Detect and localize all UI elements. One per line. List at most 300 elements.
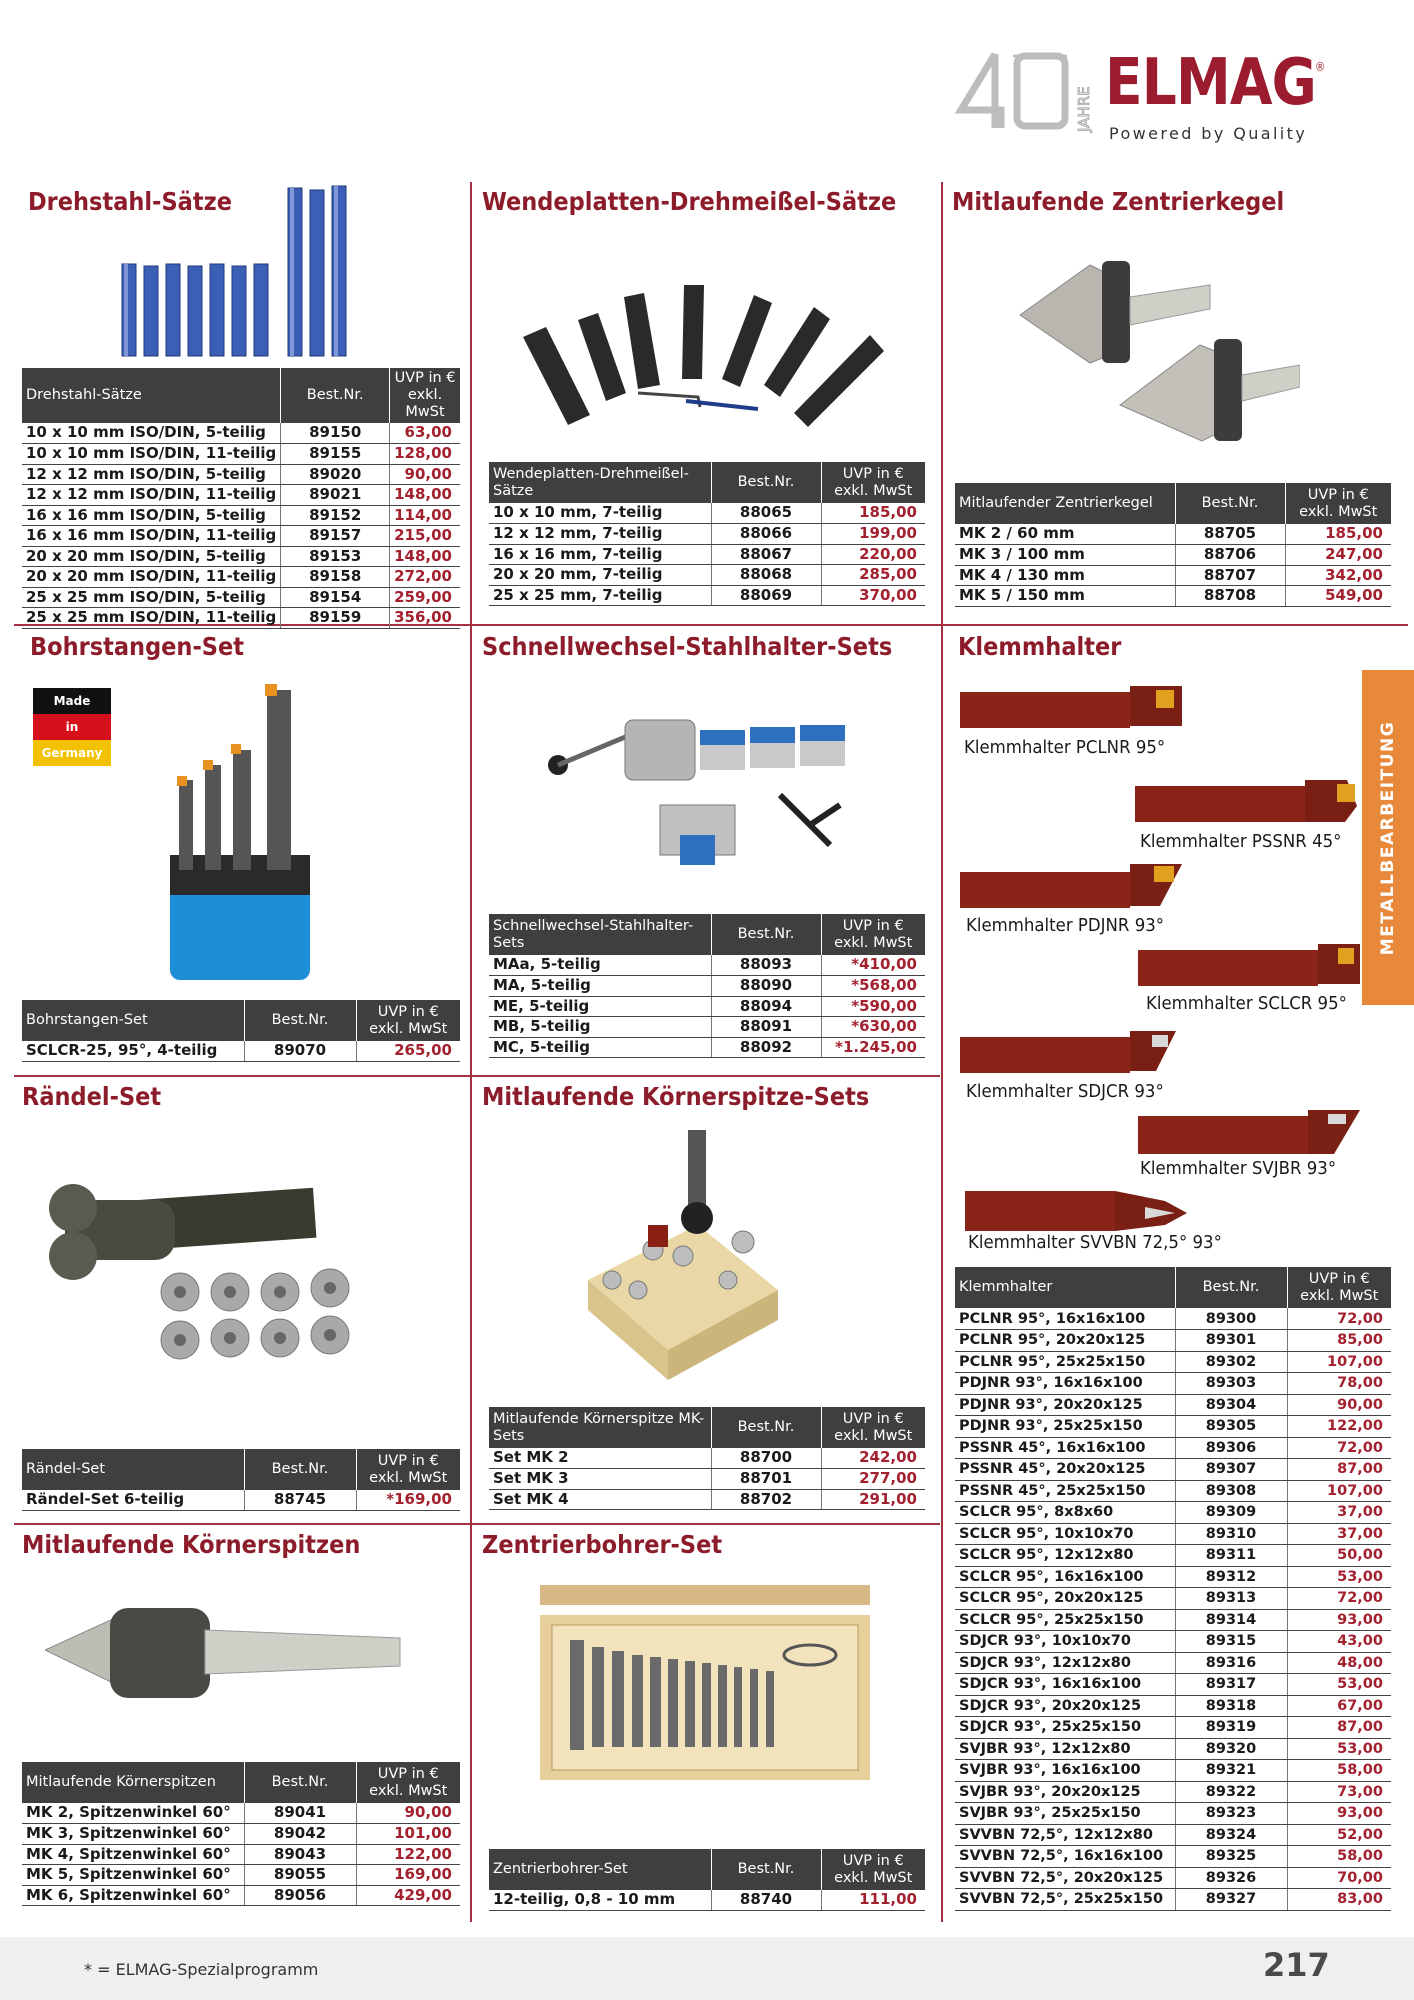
- cell-ordernr: 88706: [1175, 545, 1285, 566]
- cell-product: MC, 5-teilig: [489, 1037, 711, 1058]
- col-header-price: UVP in € exkl. MwSt: [356, 1762, 460, 1803]
- cell-product: SCLCR 95°, 8x8x60: [955, 1502, 1175, 1524]
- cell-ordernr: 88069: [711, 585, 821, 606]
- badge-line-made: Made: [33, 688, 111, 714]
- table-row: [22, 505, 460, 526]
- table-row: [489, 1469, 925, 1490]
- klemmhalter-pclnr-image: [960, 680, 1185, 732]
- table-row: [489, 1489, 925, 1510]
- table-row: [955, 1416, 1391, 1438]
- schnellwechsel-image: [540, 715, 860, 890]
- cell-ordernr: 89317: [1175, 1674, 1287, 1696]
- cell-price: 67,00: [1287, 1695, 1391, 1717]
- cell-product: SVVBN 72,5°, 20x20x125: [955, 1867, 1175, 1889]
- table-row: [955, 1717, 1391, 1739]
- col-header-product: Wendeplatten-Drehmeißel-Sätze: [489, 462, 711, 503]
- cell-product: 20 x 20 mm ISO/DIN, 11-teilig: [22, 567, 281, 588]
- cell-product: 10 x 10 mm ISO/DIN, 5-teilig: [22, 423, 281, 444]
- cell-ordernr: 88700: [711, 1448, 821, 1469]
- cell-price: 185,00: [821, 503, 925, 524]
- col-header-price: UVP in € exkl. MwSt: [821, 462, 925, 503]
- section-title-zentrierkegel: Mitlaufende Zentrierkegel: [952, 187, 1285, 216]
- cell-ordernr: 89021: [281, 485, 390, 506]
- klemmhalter-pssnr-image: [1135, 776, 1360, 828]
- klemmhalter-label-pssnr: Klemmhalter PSSNR 45°: [1140, 831, 1342, 852]
- cell-price: 52,00: [1287, 1824, 1391, 1846]
- cell-product: 20 x 20 mm, 7-teilig: [489, 565, 711, 586]
- table-row: [489, 524, 925, 545]
- cell-ordernr: 89304: [1175, 1394, 1287, 1416]
- col-header-ordernr: Best.Nr.: [711, 1407, 821, 1448]
- cell-product: Rändel-Set 6-teilig: [22, 1490, 244, 1511]
- cell-product: SVJBR 93°, 20x20x125: [955, 1781, 1175, 1803]
- cell-product: 10 x 10 mm, 7-teilig: [489, 503, 711, 524]
- cell-price: 101,00: [356, 1824, 460, 1845]
- col-header-product: Mitlaufender Zentrierkegel: [955, 483, 1175, 524]
- zentrierbohrer-price-table: [489, 1849, 925, 1911]
- cell-product: SVVBN 72,5°, 25x25x150: [955, 1889, 1175, 1911]
- cell-ordernr: 89300: [1175, 1308, 1287, 1330]
- cell-price: 122,00: [356, 1844, 460, 1865]
- cell-ordernr: 89320: [1175, 1738, 1287, 1760]
- cell-product: SVJBR 93°, 16x16x100: [955, 1760, 1175, 1782]
- cell-ordernr: 89312: [1175, 1566, 1287, 1588]
- klemmhalter-svvbn-image: [965, 1185, 1190, 1237]
- table-row: [955, 1695, 1391, 1717]
- klemmhalter-pdjnr-image: [960, 860, 1185, 912]
- cell-price: 111,00: [821, 1890, 925, 1911]
- cell-product: PCLNR 95°, 25x25x150: [955, 1351, 1175, 1373]
- cell-product: SDJCR 93°, 10x10x70: [955, 1631, 1175, 1653]
- table-row: [955, 1889, 1391, 1911]
- table-row: [955, 1781, 1391, 1803]
- zentrierkegel-price-table: [955, 483, 1391, 607]
- table-row: [955, 1588, 1391, 1610]
- col-header-product: Schnellwechsel-Stahlhalter-Sets: [489, 914, 711, 955]
- cell-ordernr: 89319: [1175, 1717, 1287, 1739]
- table-row: [489, 565, 925, 586]
- cell-product: PDJNR 93°, 20x20x125: [955, 1394, 1175, 1416]
- cell-product: 25 x 25 mm, 7-teilig: [489, 585, 711, 606]
- col-header-price: UVP in € exkl. MwSt: [821, 1407, 925, 1448]
- cell-price: 128,00: [390, 444, 460, 465]
- cell-ordernr: 89315: [1175, 1631, 1287, 1653]
- table-row: [955, 1566, 1391, 1588]
- cell-price: 90,00: [390, 464, 460, 485]
- cell-ordernr: 89301: [1175, 1330, 1287, 1352]
- drehstahl-price-table: [22, 368, 460, 629]
- wendeplatten-price-table: [489, 462, 925, 606]
- cell-product: MK 5, Spitzenwinkel 60°: [22, 1865, 244, 1886]
- cell-product: SCLCR-25, 95°, 4-teilig: [22, 1041, 244, 1062]
- cell-price: 87,00: [1287, 1459, 1391, 1481]
- col-header-price: UVP in € exkl. MwSt: [1287, 1267, 1391, 1308]
- column-divider-1: [470, 182, 472, 1922]
- cell-ordernr: 88702: [711, 1489, 821, 1510]
- cell-price: 78,00: [1287, 1373, 1391, 1395]
- cell-ordernr: 89157: [281, 526, 390, 547]
- cell-product: MK 4, Spitzenwinkel 60°: [22, 1844, 244, 1865]
- cell-product: PCLNR 95°, 20x20x125: [955, 1330, 1175, 1352]
- table-row: [489, 1448, 925, 1469]
- table-row: [955, 1545, 1391, 1567]
- koernerspitze-sets-image: [588, 1130, 778, 1385]
- cell-product: PDJNR 93°, 16x16x100: [955, 1373, 1175, 1395]
- column-divider-2: [941, 182, 943, 1922]
- cell-product: SVVBN 72,5°, 16x16x100: [955, 1846, 1175, 1868]
- cell-price: 285,00: [821, 565, 925, 586]
- section-title-koernerspitze-sets: Mitlaufende Körnerspitze-Sets: [482, 1082, 870, 1111]
- cell-product: 12 x 12 mm ISO/DIN, 5-teilig: [22, 464, 281, 485]
- col-header-ordernr: Best.Nr.: [281, 368, 390, 423]
- cell-price: 114,00: [390, 505, 460, 526]
- cell-price: *410,00: [821, 955, 925, 976]
- cell-price: 72,00: [1287, 1588, 1391, 1610]
- table-row: [955, 1760, 1391, 1782]
- cell-price: 53,00: [1287, 1674, 1391, 1696]
- cell-price: 148,00: [390, 485, 460, 506]
- table-row: [22, 1824, 460, 1845]
- cell-price: 356,00: [390, 608, 460, 629]
- cell-ordernr: 89043: [244, 1844, 356, 1865]
- cell-ordernr: 89150: [281, 423, 390, 444]
- raendel-image: [45, 1180, 375, 1365]
- table-row: [489, 1037, 925, 1058]
- col-header-product: Rändel-Set: [22, 1449, 244, 1490]
- cell-price: 53,00: [1287, 1738, 1391, 1760]
- badge-line-in: in: [33, 714, 111, 740]
- cell-price: 277,00: [821, 1469, 925, 1490]
- cell-ordernr: 89307: [1175, 1459, 1287, 1481]
- table-row: [22, 608, 460, 629]
- table-row: [955, 1373, 1391, 1395]
- col-header-ordernr: Best.Nr.: [244, 1000, 356, 1041]
- made-in-germany-badge: [33, 688, 111, 766]
- col-header-ordernr: Best.Nr.: [244, 1762, 356, 1803]
- cell-price: 73,00: [1287, 1781, 1391, 1803]
- cell-product: 10 x 10 mm ISO/DIN, 11-teilig: [22, 444, 281, 465]
- col-header-product: Zentrierbohrer-Set: [489, 1849, 711, 1890]
- col-header-product: Bohrstangen-Set: [22, 1000, 244, 1041]
- table-row: [489, 503, 925, 524]
- page-number: 217: [1263, 1946, 1330, 1984]
- cell-ordernr: 89313: [1175, 1588, 1287, 1610]
- cell-product: MAa, 5-teilig: [489, 955, 711, 976]
- cell-ordernr: 88708: [1175, 586, 1285, 607]
- cell-ordernr: 89155: [281, 444, 390, 465]
- cell-product: MK 2, Spitzenwinkel 60°: [22, 1803, 244, 1824]
- cell-price: 37,00: [1287, 1502, 1391, 1524]
- cell-price: 87,00: [1287, 1717, 1391, 1739]
- section-title-wendeplatten: Wendeplatten-Drehmeißel-Sätze: [482, 187, 897, 216]
- koernerspitzen-image: [45, 1600, 405, 1705]
- cell-ordernr: 89159: [281, 608, 390, 629]
- col-header-price: UVP in € exkl. MwSt: [821, 914, 925, 955]
- cell-product: Set MK 3: [489, 1469, 711, 1490]
- cell-ordernr: 89303: [1175, 1373, 1287, 1395]
- cell-ordernr: 89314: [1175, 1609, 1287, 1631]
- wendeplatten-tools-image: [518, 275, 888, 435]
- table-row: [955, 1502, 1391, 1524]
- schnellwechsel-price-table: [489, 914, 925, 1058]
- cell-price: 291,00: [821, 1489, 925, 1510]
- elmag-logo: [955, 46, 1335, 150]
- cell-price: 122,00: [1287, 1416, 1391, 1438]
- table-row: [955, 1523, 1391, 1545]
- cell-product: MA, 5-teilig: [489, 976, 711, 997]
- cell-product: PSSNR 45°, 20x20x125: [955, 1459, 1175, 1481]
- cell-ordernr: 88701: [711, 1469, 821, 1490]
- cell-product: 16 x 16 mm ISO/DIN, 5-teilig: [22, 505, 281, 526]
- cell-price: 247,00: [1285, 545, 1391, 566]
- cell-ordernr: 89153: [281, 546, 390, 567]
- cell-ordernr: 88068: [711, 565, 821, 586]
- cell-product: SCLCR 95°, 25x25x150: [955, 1609, 1175, 1631]
- cell-ordernr: 88745: [244, 1490, 356, 1511]
- klemmhalter-label-svjbr: Klemmhalter SVJBR 93°: [1140, 1158, 1337, 1179]
- col-header-ordernr: Best.Nr.: [711, 1849, 821, 1890]
- koernerspitze-sets-price-table: [489, 1407, 925, 1510]
- cell-ordernr: 88067: [711, 544, 821, 565]
- table-row: [22, 444, 460, 465]
- cell-product: Set MK 4: [489, 1489, 711, 1510]
- table-row: [489, 1017, 925, 1038]
- table-row: [955, 565, 1391, 586]
- cell-price: 107,00: [1287, 1480, 1391, 1502]
- klemmhalter-label-sdjcr: Klemmhalter SDJCR 93°: [966, 1081, 1164, 1102]
- col-header-price: UVP in € exkl. MwSt: [821, 1849, 925, 1890]
- table-row: [22, 1490, 460, 1511]
- table-row: [955, 1824, 1391, 1846]
- table-row: [22, 485, 460, 506]
- cell-ordernr: 89152: [281, 505, 390, 526]
- cell-price: 63,00: [390, 423, 460, 444]
- cell-price: 37,00: [1287, 1523, 1391, 1545]
- cell-ordernr: 88065: [711, 503, 821, 524]
- table-row: [955, 1308, 1391, 1330]
- cell-price: 549,00: [1285, 586, 1391, 607]
- section-title-zentrierbohrer: Zentrierbohrer-Set: [482, 1530, 723, 1559]
- cell-product: 16 x 16 mm, 7-teilig: [489, 544, 711, 565]
- cell-ordernr: 89020: [281, 464, 390, 485]
- klemmhalter-price-table: [955, 1267, 1391, 1911]
- cell-ordernr: 88707: [1175, 565, 1285, 586]
- cell-product: MB, 5-teilig: [489, 1017, 711, 1038]
- cell-product: PCLNR 95°, 16x16x100: [955, 1308, 1175, 1330]
- col-header-price: UVP in € exkl. MwSt: [390, 368, 460, 423]
- cell-ordernr: 89154: [281, 587, 390, 608]
- row-divider-3: [14, 1523, 940, 1525]
- zentrierbohrer-image: [540, 1585, 870, 1780]
- cell-price: 50,00: [1287, 1545, 1391, 1567]
- table-row: [22, 1885, 460, 1906]
- raendel-price-table: [22, 1449, 460, 1511]
- col-header-price: UVP in € exkl. MwSt: [1285, 483, 1391, 524]
- cell-ordernr: 89302: [1175, 1351, 1287, 1373]
- table-row: [955, 545, 1391, 566]
- cell-price: *590,00: [821, 996, 925, 1017]
- table-row: [22, 1803, 460, 1824]
- footnote: * = ELMAG-Spezialprogramm: [84, 1960, 319, 1979]
- cell-price: *568,00: [821, 976, 925, 997]
- cell-price: *169,00: [356, 1490, 460, 1511]
- section-title-raendel: Rändel-Set: [22, 1082, 162, 1111]
- cell-product: Set MK 2: [489, 1448, 711, 1469]
- klemmhalter-label-svvbn: Klemmhalter SVVBN 72,5° 93°: [968, 1232, 1222, 1253]
- cell-product: SVVBN 72,5°, 12x12x80: [955, 1824, 1175, 1846]
- cell-price: 272,00: [390, 567, 460, 588]
- cell-price: 185,00: [1285, 524, 1391, 545]
- table-row: [489, 1890, 925, 1911]
- table-row: [22, 1865, 460, 1886]
- cell-product: PSSNR 45°, 25x25x150: [955, 1480, 1175, 1502]
- table-row: [489, 585, 925, 606]
- table-row: [955, 1867, 1391, 1889]
- brand-name: ELMAG ®: [1105, 46, 1325, 120]
- cell-product: 12-teilig, 0,8 - 10 mm: [489, 1890, 711, 1911]
- cell-product: 20 x 20 mm ISO/DIN, 5-teilig: [22, 546, 281, 567]
- cell-ordernr: 89327: [1175, 1889, 1287, 1911]
- section-title-klemmhalter: Klemmhalter: [958, 632, 1122, 661]
- koernerspitzen-price-table: [22, 1762, 460, 1906]
- cell-price: *1.245,00: [821, 1037, 925, 1058]
- table-row: [22, 423, 460, 444]
- col-header-ordernr: Best.Nr.: [1175, 1267, 1287, 1308]
- table-row: [955, 1631, 1391, 1653]
- cell-price: 93,00: [1287, 1803, 1391, 1825]
- cell-ordernr: 89316: [1175, 1652, 1287, 1674]
- cell-product: MK 6, Spitzenwinkel 60°: [22, 1885, 244, 1906]
- cell-product: SVJBR 93°, 12x12x80: [955, 1738, 1175, 1760]
- cell-ordernr: 89070: [244, 1041, 356, 1062]
- row-divider-2: [14, 1075, 940, 1077]
- cell-price: 90,00: [356, 1803, 460, 1824]
- cell-ordernr: 88740: [711, 1890, 821, 1911]
- cell-price: 43,00: [1287, 1631, 1391, 1653]
- cell-price: 83,00: [1287, 1889, 1391, 1911]
- col-header-ordernr: Best.Nr.: [244, 1449, 356, 1490]
- cell-price: 265,00: [356, 1041, 460, 1062]
- cell-price: 85,00: [1287, 1330, 1391, 1352]
- cell-price: 93,00: [1287, 1609, 1391, 1631]
- cell-price: *630,00: [821, 1017, 925, 1038]
- table-row: [955, 1674, 1391, 1696]
- col-header-price: UVP in € exkl. MwSt: [356, 1000, 460, 1041]
- cell-product: SVJBR 93°, 25x25x150: [955, 1803, 1175, 1825]
- table-row: [489, 544, 925, 565]
- klemmhalter-sdjcr-image: [960, 1025, 1185, 1077]
- badge-line-germany: Germany: [33, 740, 111, 766]
- cell-ordernr: 89322: [1175, 1781, 1287, 1803]
- table-row: [22, 464, 460, 485]
- cell-ordernr: 88093: [711, 955, 821, 976]
- klemmhalter-svjbr-image: [1138, 1106, 1363, 1158]
- table-row: [22, 526, 460, 547]
- cell-ordernr: 89323: [1175, 1803, 1287, 1825]
- cell-product: SDJCR 93°, 20x20x125: [955, 1695, 1175, 1717]
- table-row: [489, 955, 925, 976]
- cell-ordernr: 89311: [1175, 1545, 1287, 1567]
- cell-ordernr: 89042: [244, 1824, 356, 1845]
- cell-ordernr: 89158: [281, 567, 390, 588]
- section-title-drehstahl: Drehstahl-Sätze: [28, 187, 232, 216]
- table-row: [955, 1351, 1391, 1373]
- cell-price: 58,00: [1287, 1846, 1391, 1868]
- table-row: [955, 1652, 1391, 1674]
- table-row: [22, 1844, 460, 1865]
- cell-product: ME, 5-teilig: [489, 996, 711, 1017]
- cell-price: 199,00: [821, 524, 925, 545]
- cell-ordernr: 89318: [1175, 1695, 1287, 1717]
- cell-ordernr: 89321: [1175, 1760, 1287, 1782]
- section-title-koernerspitzen: Mitlaufende Körnerspitzen: [22, 1530, 361, 1559]
- cell-product: 12 x 12 mm, 7-teilig: [489, 524, 711, 545]
- col-header-price: UVP in € exkl. MwSt: [356, 1449, 460, 1490]
- table-row: [955, 1738, 1391, 1760]
- cell-product: MK 2 / 60 mm: [955, 524, 1175, 545]
- cell-product: 16 x 16 mm ISO/DIN, 11-teilig: [22, 526, 281, 547]
- cell-ordernr: 89056: [244, 1885, 356, 1906]
- cell-ordernr: 89308: [1175, 1480, 1287, 1502]
- cell-price: 215,00: [390, 526, 460, 547]
- table-row: [22, 1041, 460, 1062]
- category-side-tab: METALLBEARBEITUNG: [1362, 670, 1414, 1005]
- bohrstangen-image: [165, 680, 315, 985]
- cell-product: 12 x 12 mm ISO/DIN, 11-teilig: [22, 485, 281, 506]
- cell-price: 107,00: [1287, 1351, 1391, 1373]
- cell-product: SCLCR 95°, 20x20x125: [955, 1588, 1175, 1610]
- cell-product: 25 x 25 mm ISO/DIN, 5-teilig: [22, 587, 281, 608]
- cell-price: 259,00: [390, 587, 460, 608]
- cell-ordernr: 88091: [711, 1017, 821, 1038]
- cell-product: MK 4 / 130 mm: [955, 565, 1175, 586]
- cell-product: SCLCR 95°, 10x10x70: [955, 1523, 1175, 1545]
- cell-price: 342,00: [1285, 565, 1391, 586]
- cell-ordernr: 89055: [244, 1865, 356, 1886]
- col-header-ordernr: Best.Nr.: [1175, 483, 1285, 524]
- cell-ordernr: 89306: [1175, 1437, 1287, 1459]
- cell-price: 48,00: [1287, 1652, 1391, 1674]
- cell-product: SDJCR 93°, 25x25x150: [955, 1717, 1175, 1739]
- cell-product: MK 5 / 150 mm: [955, 586, 1175, 607]
- cell-ordernr: 88066: [711, 524, 821, 545]
- bohrstangen-price-table: [22, 1000, 460, 1062]
- brand-tagline: Powered by Quality: [1109, 124, 1308, 143]
- cell-price: 169,00: [356, 1865, 460, 1886]
- cell-product: PDJNR 93°, 25x25x150: [955, 1416, 1175, 1438]
- cell-product: PSSNR 45°, 16x16x100: [955, 1437, 1175, 1459]
- cell-price: 220,00: [821, 544, 925, 565]
- klemmhalter-sclcr-image: [1138, 938, 1363, 990]
- section-title-bohrstangen: Bohrstangen-Set: [30, 632, 245, 661]
- table-row: [22, 546, 460, 567]
- col-header-ordernr: Best.Nr.: [711, 914, 821, 955]
- cell-ordernr: 88094: [711, 996, 821, 1017]
- section-title-schnellwechsel: Schnellwechsel-Stahlhalter-Sets: [482, 632, 893, 661]
- col-header-product: Mitlaufende Körnerspitzen: [22, 1762, 244, 1803]
- cell-ordernr: 89305: [1175, 1416, 1287, 1438]
- zentrierkegel-image: [1010, 245, 1300, 445]
- cell-price: 370,00: [821, 585, 925, 606]
- cell-product: MK 3, Spitzenwinkel 60°: [22, 1824, 244, 1845]
- svg-text:JAHRE: JAHRE: [1075, 86, 1093, 132]
- cell-product: 25 x 25 mm ISO/DIN, 11-teilig: [22, 608, 281, 629]
- cell-product: SCLCR 95°, 12x12x80: [955, 1545, 1175, 1567]
- cell-ordernr: 88092: [711, 1037, 821, 1058]
- table-row: [22, 567, 460, 588]
- cell-ordernr: 88090: [711, 976, 821, 997]
- klemmhalter-label-pclnr: Klemmhalter PCLNR 95°: [964, 737, 1166, 758]
